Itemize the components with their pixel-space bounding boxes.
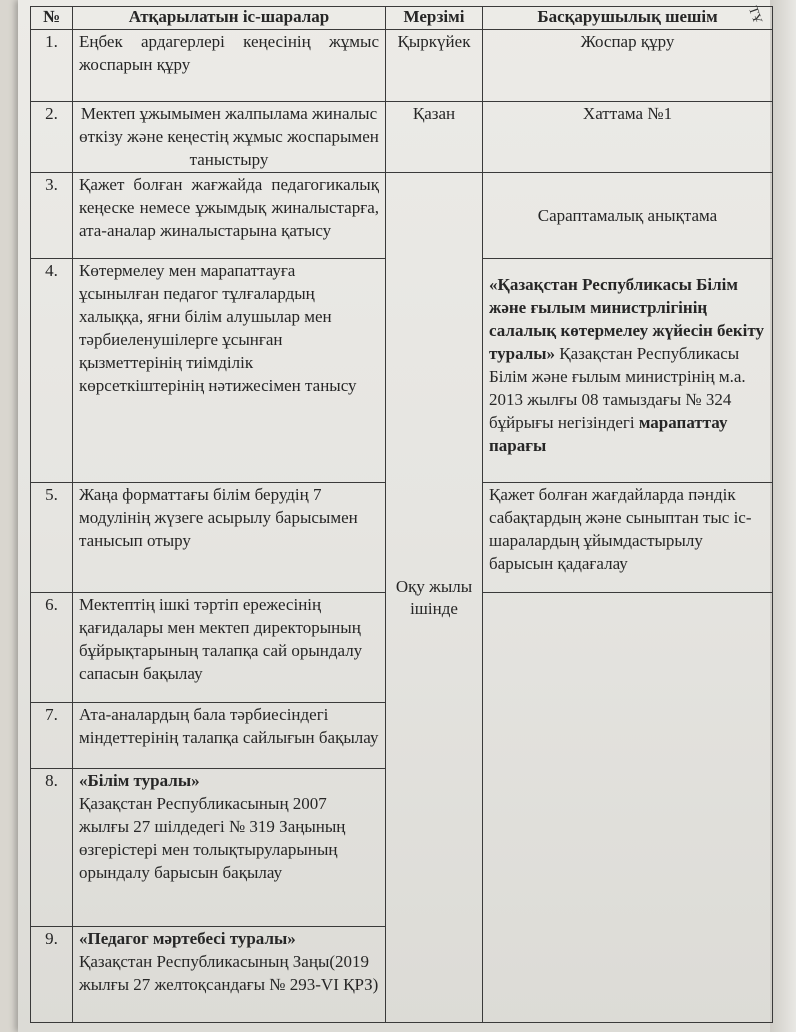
header-decision: Басқарушылық шешім xyxy=(483,7,773,30)
row-num: 5. xyxy=(31,483,73,593)
event-plan-table xyxy=(30,6,773,1023)
row-event: Мектептің ішкі тәртіп ережесінің қағидалары мен мектеп директорының бұйрықтарының талапқа сай орындалу сапасын бақылау xyxy=(73,593,386,703)
event-text: Қазақстан Республикасының 2007 жылғы 27 шілдедегі № 319 Заңының өзгерістері мен толықтыруларының орындалу барысын бақылау xyxy=(79,794,346,882)
row-event: Жаңа форматтағы білім берудің 7 модулінің жүзеге асырылу барысымен танысып отыру xyxy=(73,483,386,593)
header-event: Атқарылатын іс-шаралар xyxy=(73,7,386,30)
row-term: Қазан xyxy=(386,102,483,173)
row-decision xyxy=(483,259,773,483)
row-event: Мектеп ұжымымен жалпылама жиналыс өткізу және кеңестің жұмыс жоспарымен таныстыру xyxy=(73,102,386,173)
decision-text: Сараптамалық анықтама xyxy=(537,206,718,225)
row-decision: Хаттама №1 xyxy=(483,102,773,173)
row-decision: Қажет болған жағдайларда пәндік сабақтардың және сыныптан тыс іс- шаралардың ұйымдастырылу барысын қадағалау xyxy=(483,483,773,593)
row-num: 6. xyxy=(31,593,73,703)
row-num: 4. xyxy=(31,259,73,483)
row-term-merged: Оқу жылы ішінде xyxy=(386,173,483,1023)
row-num: 1. xyxy=(31,30,73,102)
row-event: Көтермелеу мен марапаттауға ұсынылған педагог тұлғалардың халыққа, яғни білім алушылар мен тәрбиеленушілерге ұсынған қызметтерінің тиімділік көрсеткіштерінің нәтижесімен танысу xyxy=(73,259,386,483)
decision-bold-title: «Қазақстан Республикасы Білім және ғылым министрлігінің салалық көтермелеу жүйесін бекіту туралы» xyxy=(489,275,765,363)
row-event: Ата-аналардың бала тәрбиесіндегі міндеттерінің талапқа сайлығын бақылау xyxy=(73,703,386,769)
row-event xyxy=(73,927,386,1023)
corner-text: ТҰ xyxy=(745,4,766,26)
row-event xyxy=(73,769,386,927)
event-bold-title: «Білім туралы» xyxy=(79,771,200,790)
event-text: Қазақстан Республикасының Заңы(2019 жылғы 27 желтоқсандағы № 293-VI ҚРЗ) xyxy=(79,952,379,994)
table-row xyxy=(31,30,773,102)
row-num: 9. xyxy=(31,927,73,1023)
row-num: 3. xyxy=(31,173,73,259)
row-term: Қыркүйек xyxy=(386,30,483,102)
row-num: 7. xyxy=(31,703,73,769)
decision-plain-text: Қазақстан Республикасы Білім және ғылым министрінің м.а. 2013 жылғы 08 тамыздағы № 324 бұйрығы негізіндегі xyxy=(489,344,746,432)
table-row xyxy=(31,173,773,259)
page-edge xyxy=(770,0,796,1032)
header-num: № xyxy=(31,7,73,30)
row-decision-empty xyxy=(483,593,773,1023)
row-event: Еңбек ардагерлері кеңесінің жұмыс жоспарын құру xyxy=(73,30,386,102)
table-header-row xyxy=(31,7,773,30)
decision-bold-award: марапаттау парағы xyxy=(489,413,728,455)
row-num: 2. xyxy=(31,102,73,173)
event-bold-title: «Педагог мәртебесі туралы» xyxy=(79,929,296,948)
table-row xyxy=(31,102,773,173)
header-term: Мерзімі xyxy=(386,7,483,30)
row-event: Қажет болған жағжайда педагогикалық кеңеске немесе ұжымдық жиналыстарға, ата-аналар жиналыстарына қатысу xyxy=(73,173,386,259)
row-decision: Жоспар құру xyxy=(483,30,773,102)
row-num: 8. xyxy=(31,769,73,927)
row-decision xyxy=(483,173,773,259)
